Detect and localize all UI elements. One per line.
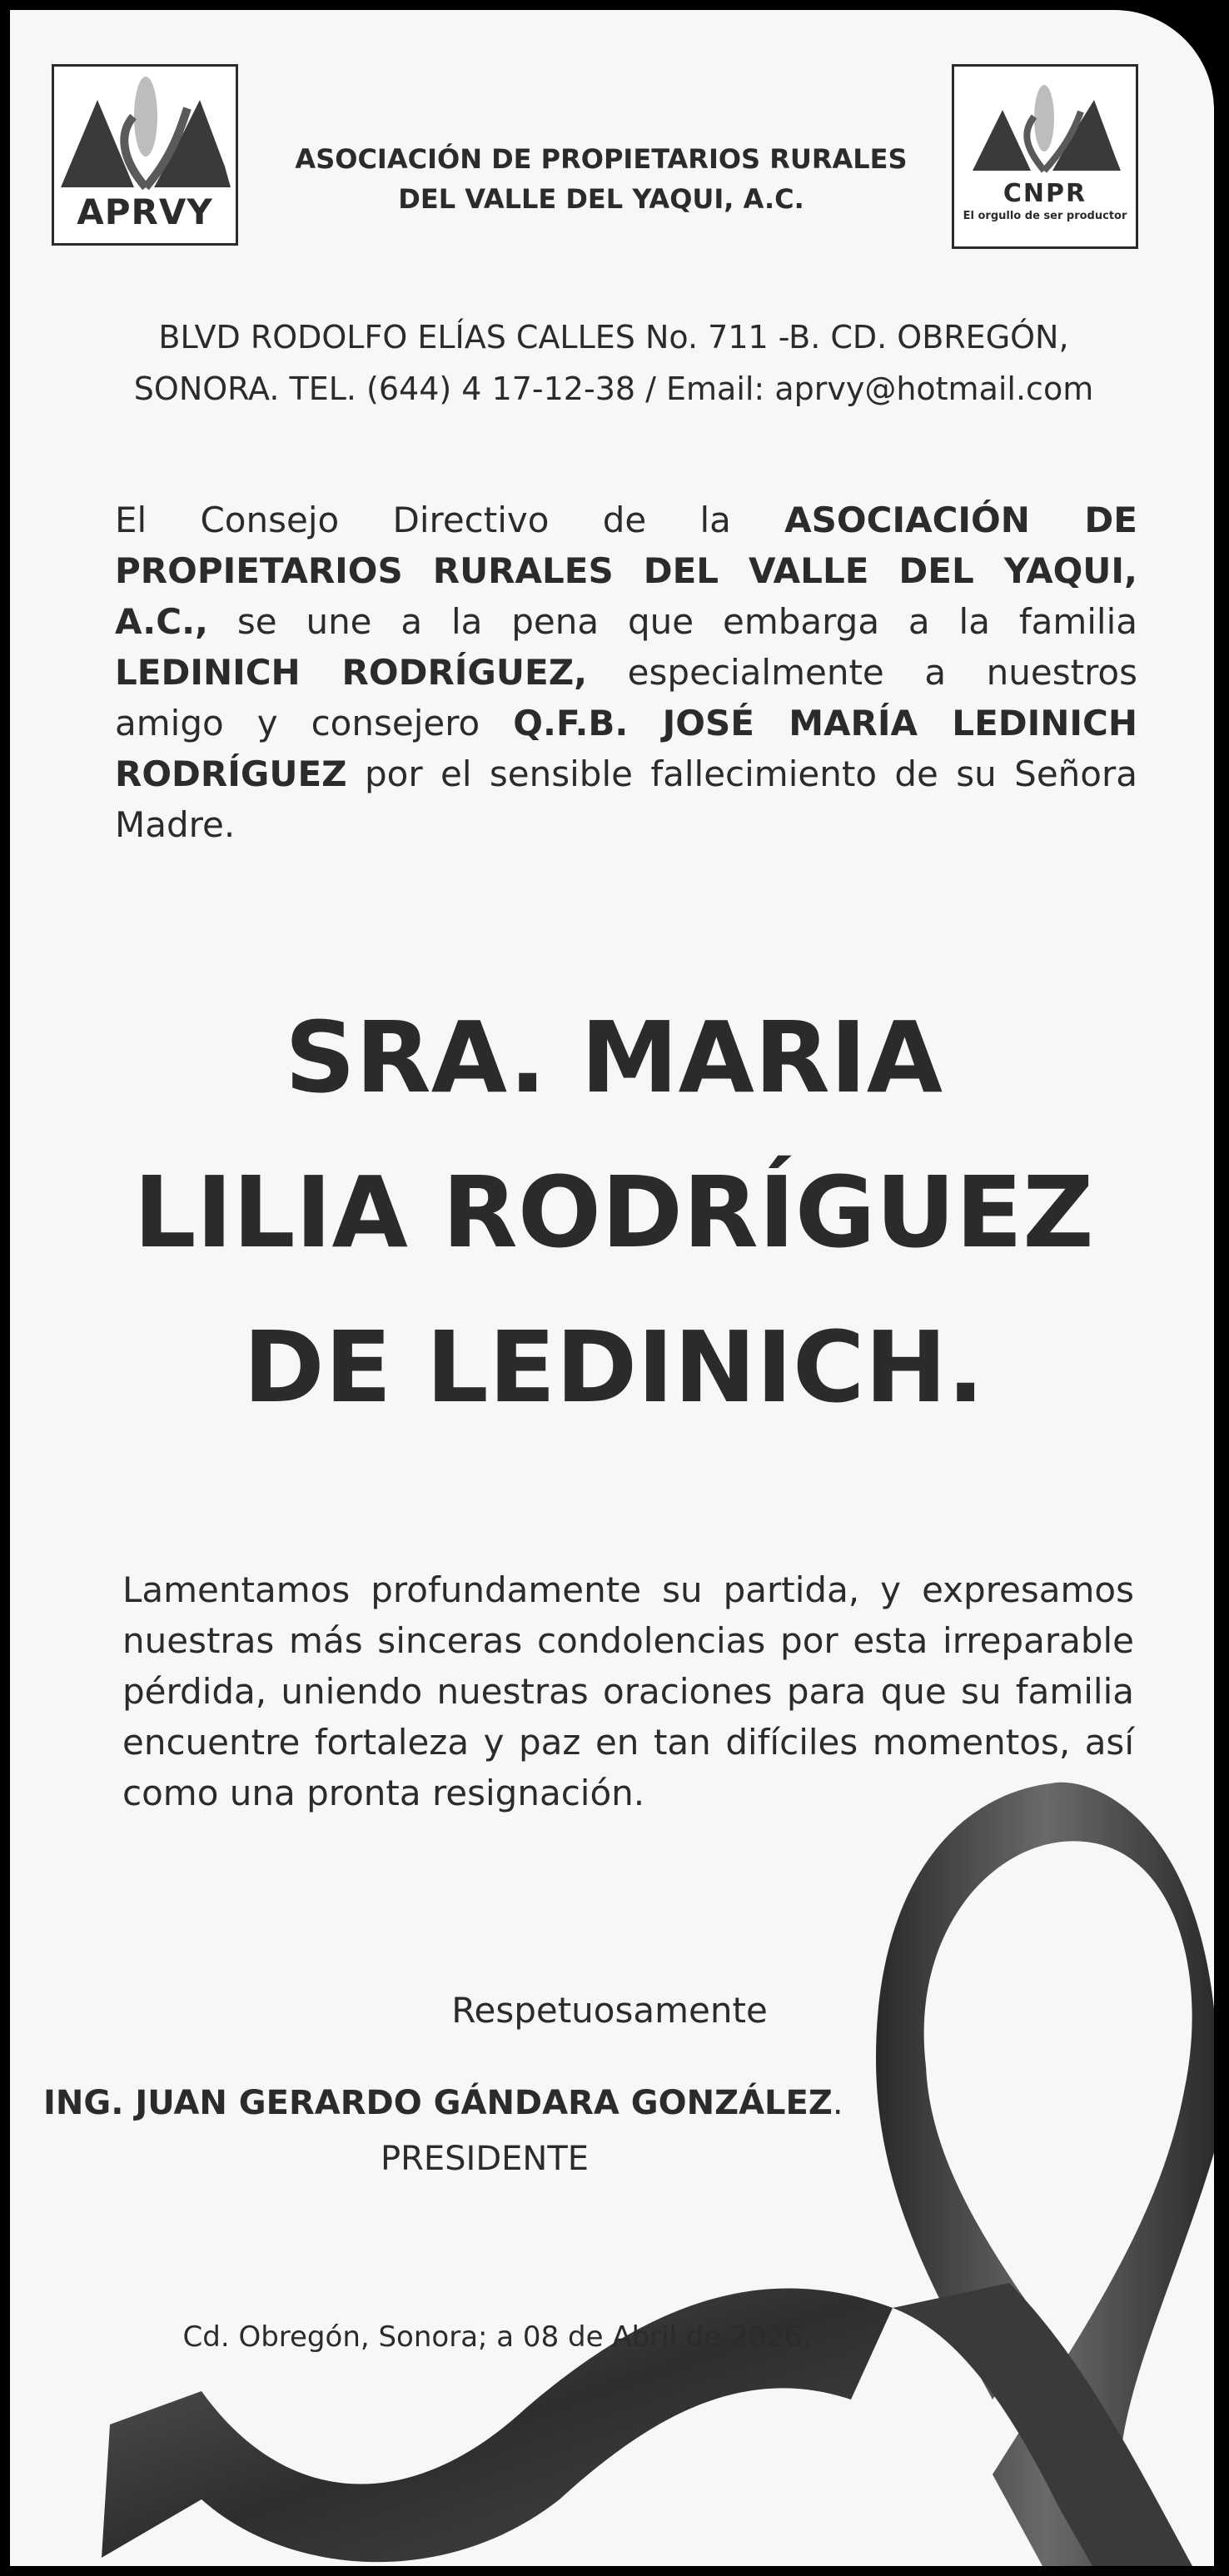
message-text-1: El Consejo Directivo de la (115, 500, 785, 540)
organization-name (260, 139, 943, 219)
cnpr-logo (952, 64, 1138, 249)
condolence-paragraph: Lamentamos profundamente su partida, y expresamos nuestras más sinceras condolencias por esta irreparable pérdida, uniendo nuestras oraciones para que su familia encuentre fortaleza y paz en tan difíciles momentos, así como una pronta resignación. (122, 1569, 1134, 1813)
message-text-4: por el sensible fallecimiento de su Señora Madre. (115, 753, 1137, 845)
closing-text: Respetuosamente (451, 1990, 768, 2031)
message-text-3: especialmente a nuestros amigo y consejero (115, 652, 1137, 743)
deceased-name-line2: LILIA RODRÍGUEZ (133, 1155, 1094, 1270)
signer-name-text: ING. JUAN GERARDO GÁNDARA GONZÁLEZ (43, 2084, 833, 2122)
corn-field-icon (954, 67, 1136, 175)
aprvy-logo (52, 64, 238, 246)
message-bold-counselor: Q.F.B. JOSÉ MARÍA LEDINICH RODRÍGUEZ (115, 703, 1137, 794)
message-bold-association: ASOCIACIÓN DE PROPIETARIOS RURALES DEL VALLE DEL YAQUI, A.C., (115, 500, 1137, 642)
signer-name (43, 2084, 976, 2122)
signer-name-period: . (832, 2084, 843, 2122)
obituary-card (10, 10, 1214, 2566)
deceased-name-line1: SRA. MARIA (284, 1000, 943, 1115)
aprvy-logo-text: APRVY (77, 191, 213, 232)
deceased-name (43, 980, 1184, 1445)
message-text-2: se une a la pena que embarga a la familia (207, 601, 1137, 642)
cnpr-tagline: El orgullo de ser productor (963, 210, 1127, 222)
place-and-date: Cd. Obregón, Sonora; a 08 de Abril de 2026. (182, 2320, 812, 2354)
signer-role: PRESIDENTE (380, 2140, 590, 2178)
address-block (77, 311, 1151, 415)
condolence-message (115, 495, 1137, 850)
deceased-name-line3: DE LEDINICH. (242, 1310, 985, 1425)
message-bold-family: LEDINICH RODRÍGUEZ, (115, 652, 588, 693)
address-line1: BLVD RODOLFO ELÍAS CALLES No. 711 -B. CD. OBREGÓN, (158, 319, 1069, 356)
organization-name-line2: DEL VALLE DEL YAQUI, A.C. (398, 183, 804, 215)
cnpr-logo-text: CNPR (1003, 179, 1087, 208)
corn-field-icon (54, 67, 236, 191)
address-line2: SONORA. TEL. (644) 4 17-12-38 / Email: aprvy@hotmail.com (133, 370, 1094, 407)
organization-name-line1: ASOCIACIÓN DE PROPIETARIOS RURALES (295, 143, 908, 175)
